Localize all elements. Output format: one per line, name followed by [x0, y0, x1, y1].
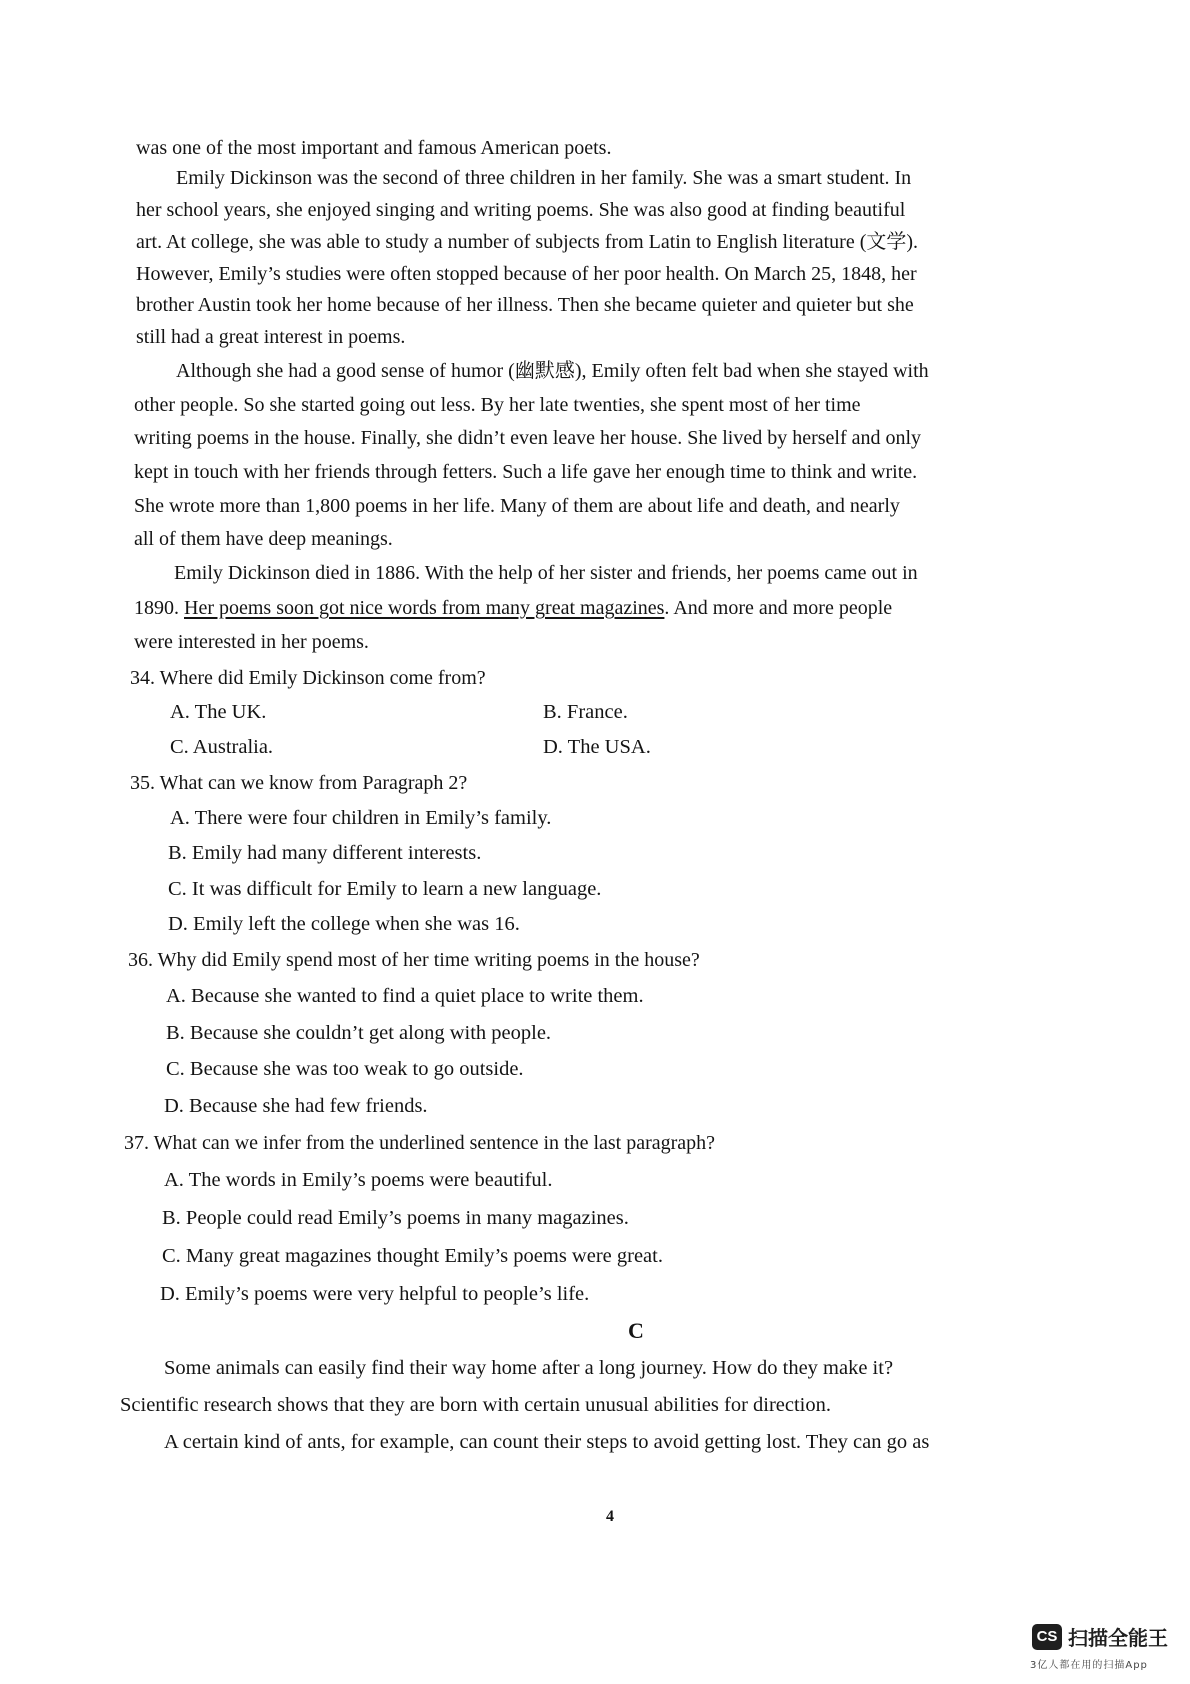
question-36-stem: 36. Why did Emily spend most of her time writing poems in the house? — [128, 949, 700, 971]
question-37-option-d: D. Emily’s poems were very helpful to people’s life. — [160, 1283, 590, 1305]
passage-b-p1-tail: was one of the most important and famous American poets. — [136, 137, 612, 159]
camscanner-logo-icon: CS — [1032, 1624, 1062, 1650]
scanner-app-tagline: 3亿人都在用的扫描App — [1030, 1660, 1148, 1671]
question-35-option-b: B. Emily had many different interests. — [168, 842, 482, 864]
passage-b-p2-line: Emily Dickinson was the second of three children in her family. She was a smart student. In — [176, 167, 912, 189]
passage-b-p2-line: brother Austin took her home because of her illness. Then she became quieter and quieter but she — [136, 294, 914, 316]
section-heading-c: C — [628, 1318, 644, 1343]
question-36-option-b: B. Because she couldn’t get along with people. — [166, 1022, 552, 1044]
question-34-option-c: C. Australia. — [170, 736, 274, 758]
page-number: 4 — [606, 1508, 614, 1525]
passage-b-p2-line: still had a great interest in poems. — [136, 326, 406, 348]
passage-c-p1-line2: Scientific research shows that they are born with certain unusual abilities for direction. — [120, 1394, 832, 1416]
question-35-option-c: C. It was difficult for Emily to learn a new language. — [168, 878, 602, 900]
question-37-option-b: B. People could read Emily’s poems in many magazines. — [162, 1207, 629, 1229]
p4-line2-start: 1890. — [134, 597, 179, 619]
passage-b-p3-line: kept in touch with her friends through fetters. Such a life gave her enough time to think and write. — [134, 461, 918, 483]
scanner-app-name: 扫描全能王 — [1068, 1626, 1168, 1650]
question-37-stem: 37. What can we infer from the underlined sentence in the last paragraph? — [124, 1132, 716, 1154]
passage-c-p2-line1: A certain kind of ants, for example, can count their steps to avoid getting lost. They can go as — [164, 1431, 930, 1453]
passage-b-p4-line1: Emily Dickinson died in 1886. With the help of her sister and friends, her poems came out in — [174, 562, 918, 584]
passage-c-p1-line1: Some animals can easily find their way home after a long journey. How do they make it? — [164, 1357, 894, 1379]
passage-b-p3-line: She wrote more than 1,800 poems in her life. Many of them are about life and death, and nearly — [134, 495, 900, 517]
passage-b-p4-line3: were interested in her poems. — [134, 631, 369, 653]
question-34-stem: 34. Where did Emily Dickinson come from? — [130, 667, 486, 689]
question-37-option-a: A. The words in Emily’s poems were beautiful. — [164, 1169, 553, 1191]
passage-b-p2-line: her school years, she enjoyed singing and writing poems. She was also good at finding beautiful — [136, 199, 906, 221]
question-35-stem: 35. What can we know from Paragraph 2? — [130, 772, 468, 794]
question-34-option-a: A. The UK. — [170, 701, 267, 723]
scanner-watermark — [1032, 1622, 1168, 1651]
question-37-option-c: C. Many great magazines thought Emily’s poems were great. — [162, 1245, 663, 1267]
question-36-option-d: D. Because she had few friends. — [164, 1095, 428, 1117]
passage-b-p4-line2 — [134, 596, 892, 620]
passage-b-p3-line: other people. So she started going out less. By her late twenties, she spent most of her time — [134, 394, 861, 416]
question-35-option-a: A. There were four children in Emily’s family. — [170, 807, 552, 829]
passage-b-p2-line: However, Emily’s studies were often stopped because of her poor health. On March 25, 1848, her — [136, 263, 917, 285]
question-35-option-d: D. Emily left the college when she was 16. — [168, 913, 520, 935]
passage-b-p2-line: art. At college, she was able to study a number of subjects from Latin to English literature (文学). — [136, 231, 919, 253]
question-34-option-d: D. The USA. — [543, 736, 651, 758]
passage-b-p3-line: Although she had a good sense of humor (幽默感), Emily often felt bad when she stayed with — [176, 360, 929, 382]
question-36-option-a: A. Because she wanted to find a quiet place to write them. — [166, 985, 644, 1007]
passage-b-p3-line: all of them have deep meanings. — [134, 528, 393, 550]
question-34-option-b: B. France. — [543, 701, 628, 723]
p4-line2-end: . And more and more people — [664, 597, 893, 619]
passage-b-p3-line: writing poems in the house. Finally, she didn’t even leave her house. She lived by herself and only — [134, 427, 922, 449]
underlined-sentence: Her poems soon got nice words from many great magazines — [184, 597, 665, 619]
question-36-option-c: C. Because she was too weak to go outside. — [166, 1058, 524, 1080]
